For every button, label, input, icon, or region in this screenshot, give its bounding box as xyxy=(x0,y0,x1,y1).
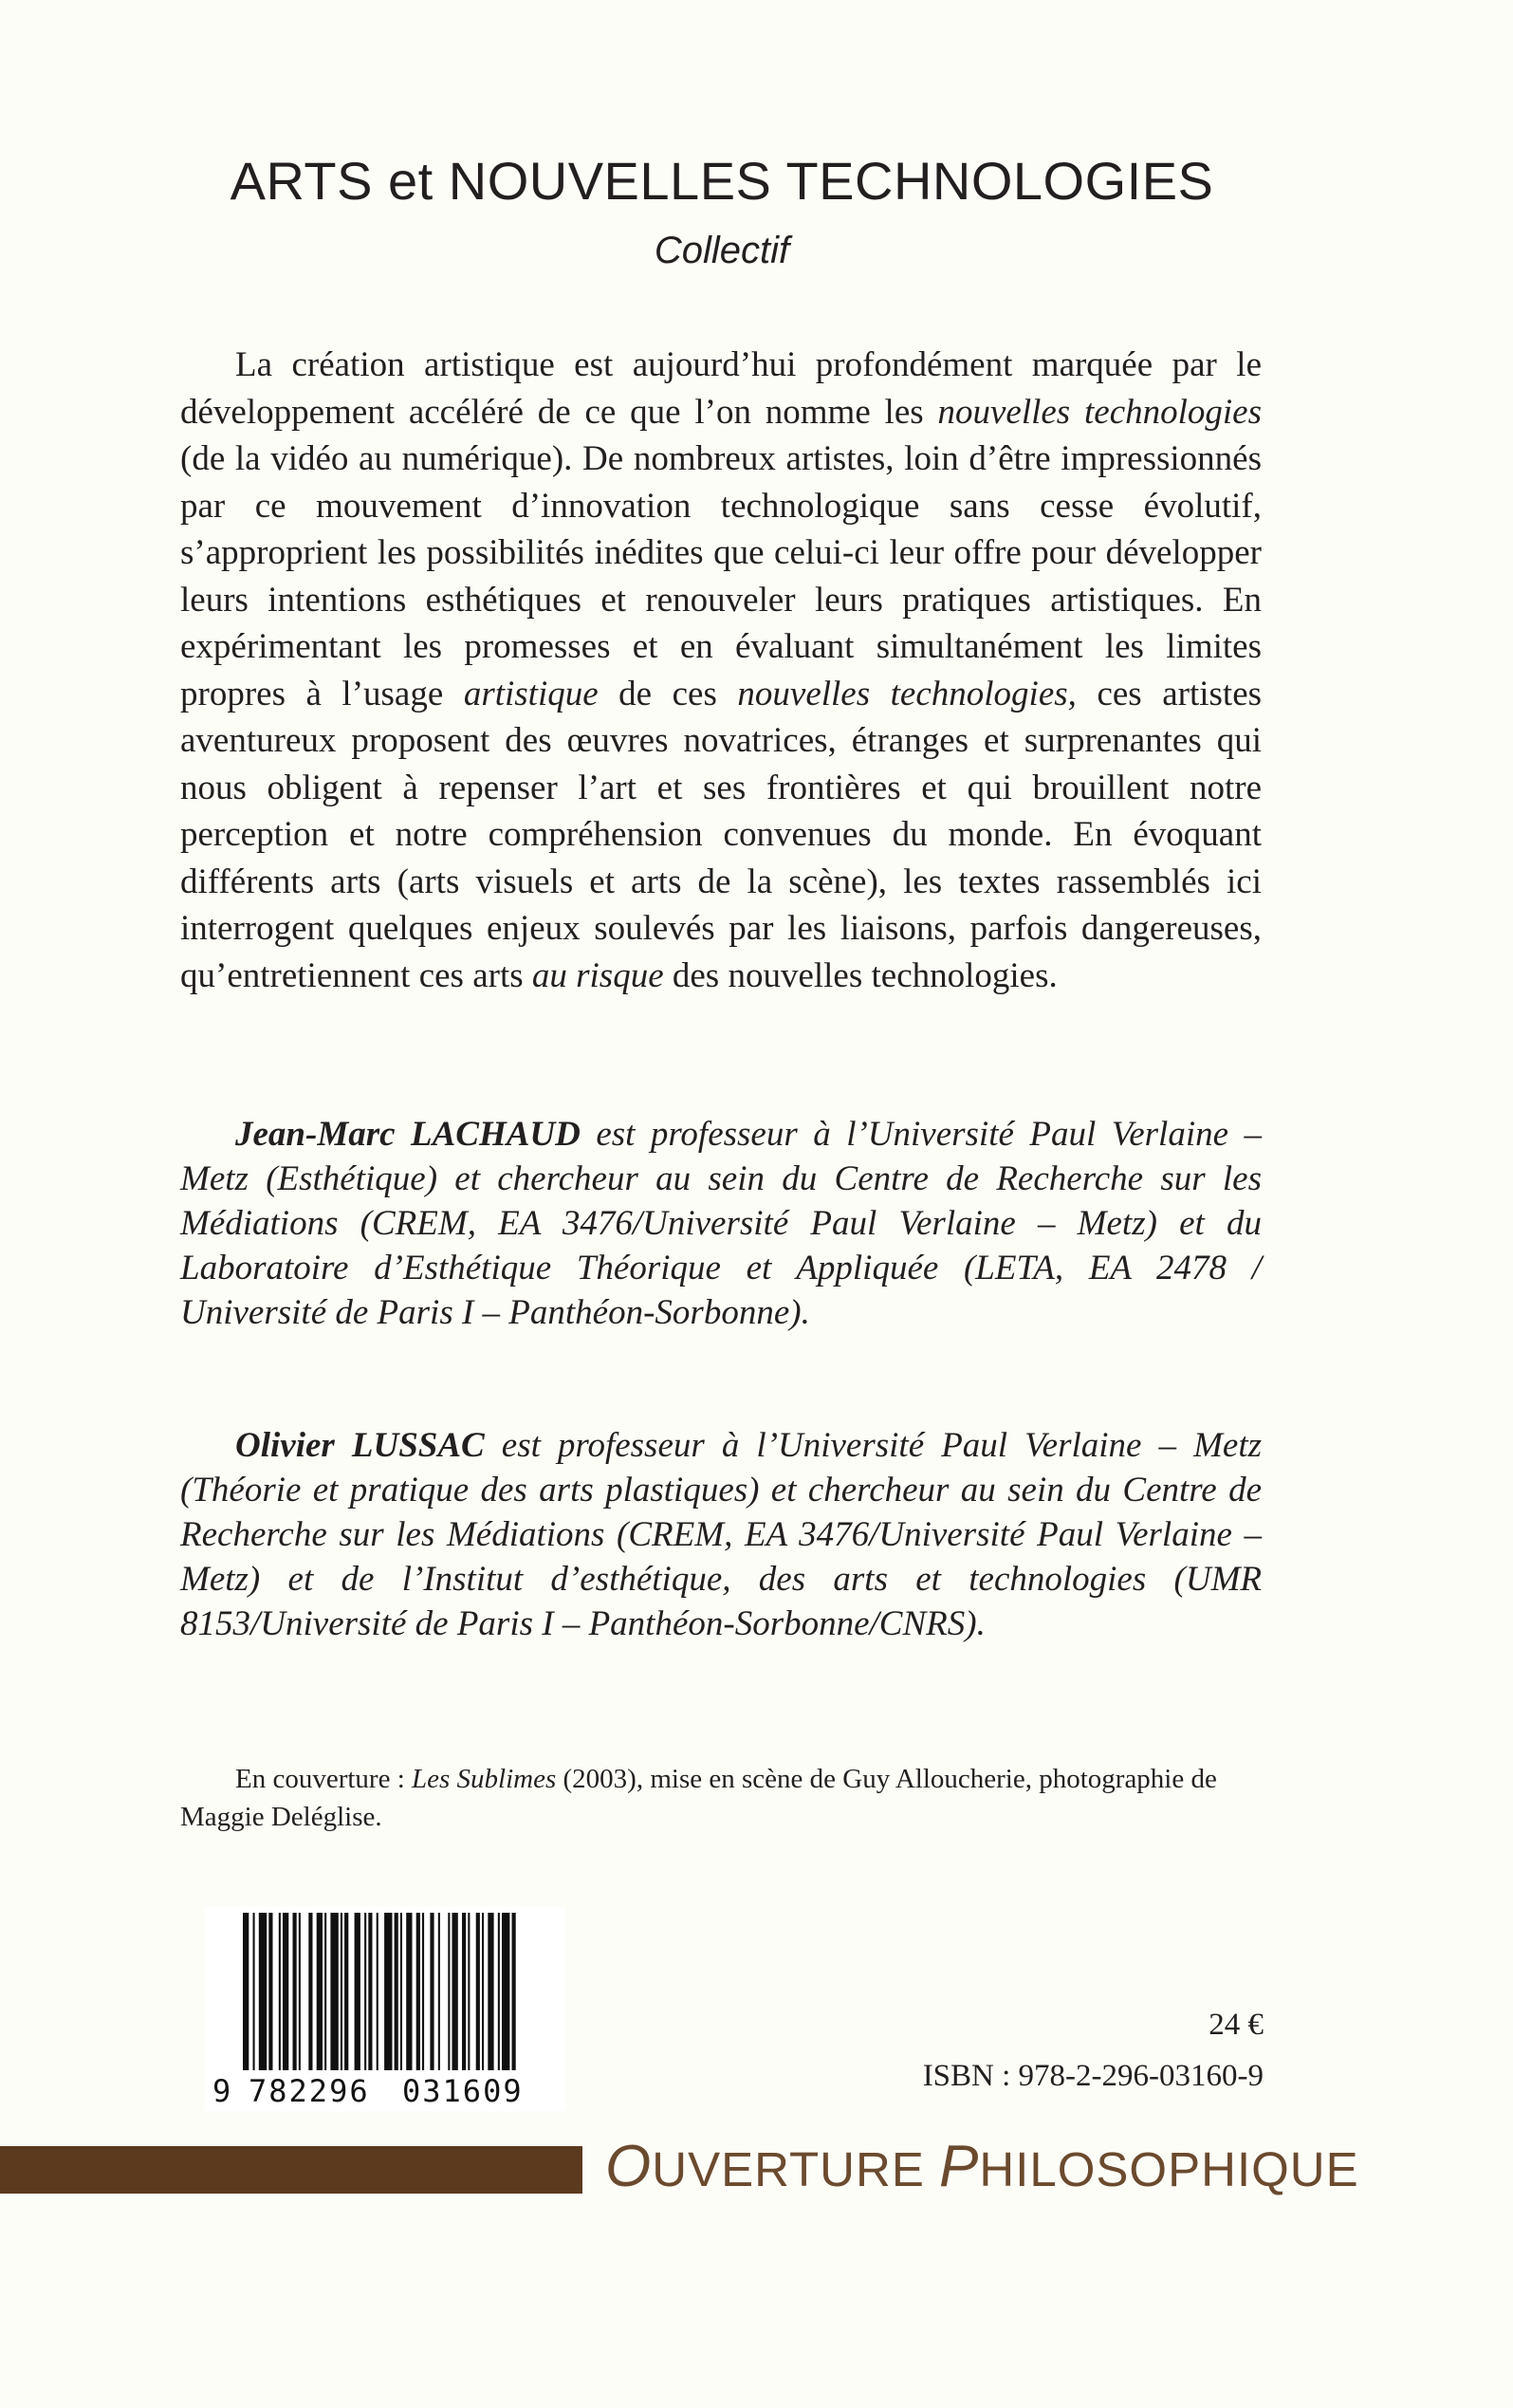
author-name: Jean-Marc LACHAUD xyxy=(235,1115,581,1154)
barcode-bar xyxy=(430,1913,434,2070)
barcode-bar xyxy=(279,1913,281,2070)
barcode-bar xyxy=(406,1913,412,2070)
barcode-bar xyxy=(438,1913,440,2070)
summary-text: de ces xyxy=(598,674,738,713)
price: 24 € xyxy=(1209,2008,1264,2042)
author-name: Olivier LUSSAC xyxy=(235,1426,485,1465)
author-bio xyxy=(180,1423,1262,1646)
barcode-bar xyxy=(344,1913,348,2070)
summary-text: ces artistes aventureux proposent des œuvres novatrices, étranges et surprenantes qui nous obligent à repenser l’art et ses frontières et qui brouillent notre perception et notre compréhension convenues du monde. En évoquant différents arts (arts visuels et arts de la scène), les textes rassemblés ici interrogent quelques enjeux soulevés par les liaisons, parfois dangereuses, qu’entretiennent ces arts xyxy=(180,674,1263,995)
barcode-digits-right: 031609 xyxy=(402,2073,524,2109)
barcode-bar xyxy=(400,1913,402,2070)
barcode-bar xyxy=(498,1913,500,2070)
barcode-bar xyxy=(243,1913,249,2070)
summary-emphasis: nouvelles technologies, xyxy=(737,674,1077,713)
book-title: ARTS et NOUVELLES TECHNOLOGIES xyxy=(230,151,1214,211)
isbn: ISBN : 978-2-296-03160-9 xyxy=(922,2059,1264,2093)
collection-word: HILOSOPHIQUE xyxy=(979,2142,1359,2196)
barcode-bar xyxy=(395,1913,398,2070)
summary-text: La création artistique est aujourd’hui profondément marquée par le développement accéléré de ce que l’on nomme les xyxy=(180,345,1262,432)
cover-credit-prefix: En couverture : xyxy=(235,1764,413,1794)
barcode-bar xyxy=(324,1913,326,2070)
barcode-bar xyxy=(283,1913,288,2070)
barcode-bar xyxy=(384,1913,392,2070)
barcode-bar xyxy=(502,1913,509,2070)
author-bio-text: est professeur à l’Université Paul Verlaine – Metz (Théorie et pratique des arts plastiques) et chercheur au sein du Centre de Recherche sur les Médiations (CREM, EA 3476/Université Paul Verlaine – Metz) et de l’Institut d’esthétique, des arts et technologies (UMR 8153/Université de Paris I – Panthéon-Sorbonne/CNRS). xyxy=(180,1426,1262,1643)
book-subtitle: Collectif xyxy=(654,230,790,271)
barcode-bar xyxy=(422,1913,424,2070)
barcode-bar xyxy=(299,1913,301,2070)
collection-initial: P xyxy=(939,2134,980,2199)
barcode-bar xyxy=(448,1913,450,2070)
barcode-bar xyxy=(377,1913,378,2070)
barcode xyxy=(205,1907,565,2111)
barcode-bar xyxy=(341,1913,342,2070)
barcode-bar xyxy=(259,1913,267,2070)
barcode-bar xyxy=(308,1913,312,2070)
barcode-bar xyxy=(355,1913,360,2070)
cover-credit xyxy=(180,1760,1262,1836)
summary-text: (de la vidéo au numérique). De nombreux artistes, loin d’être impressionnés par ce mouvement d’innovation technologique sans cesse évolutif, s’approprient les possibilités inédites que celui-ci leur offre pour développer leurs intentions esthétiques et renouveler leurs pratiques artistiques. En expérimentant les promesses et en évaluant simultanément les limites propres à l’usage xyxy=(180,439,1262,713)
barcode-bar xyxy=(482,1913,484,2070)
collection-word: UVERTURE xyxy=(652,2142,940,2196)
barcode-bar xyxy=(268,1913,272,2070)
barcode-bar xyxy=(317,1913,323,2070)
barcode-bar xyxy=(293,1913,297,2070)
barcode-bar xyxy=(364,1913,366,2070)
collection-bar xyxy=(0,2146,582,2194)
summary-paragraph xyxy=(180,342,1262,999)
summary-emphasis: artistique xyxy=(463,674,599,713)
collection-name xyxy=(605,2133,1359,2200)
barcode-bar xyxy=(488,1913,493,2070)
barcode-bar xyxy=(416,1913,420,2070)
author-bio-text: est professeur à l’Université Paul Verlaine – Metz (Esthétique) et chercheur au sein du Centre de Recherche sur les Médiations (CREM, EA 3476/Université Paul Verlaine – Metz) et du Laboratoire d’Esthétique Théorique et Appliquée (LETA, EA 2478 / Université de Paris I – Panthéon-Sorbonne). xyxy=(180,1115,1263,1332)
barcode-bar xyxy=(476,1913,480,2070)
summary-emphasis: nouvelles technologies xyxy=(937,392,1263,432)
barcode-digit-first: 9 xyxy=(212,2073,231,2109)
barcode-bar xyxy=(253,1913,255,2070)
barcode-bar xyxy=(462,1913,466,2070)
barcode-bar xyxy=(468,1913,470,2070)
barcode-bar xyxy=(452,1913,458,2070)
summary-emphasis: au risque xyxy=(531,955,664,995)
barcode-bar xyxy=(368,1913,372,2070)
author-bio xyxy=(180,1112,1262,1335)
summary-text: des nouvelles technologies. xyxy=(663,955,1058,995)
barcode-digits-left: 782296 xyxy=(249,2073,370,2109)
cover-credit-work: Les Sublimes xyxy=(412,1764,557,1794)
collection-initial: O xyxy=(605,2134,653,2199)
barcode-bar xyxy=(330,1913,338,2070)
cover-credit-rest: (2003), mise en scène de Guy Alloucherie, photographie de Maggie Deléglise. xyxy=(180,1764,1217,1832)
barcode-bar xyxy=(512,1913,516,2070)
